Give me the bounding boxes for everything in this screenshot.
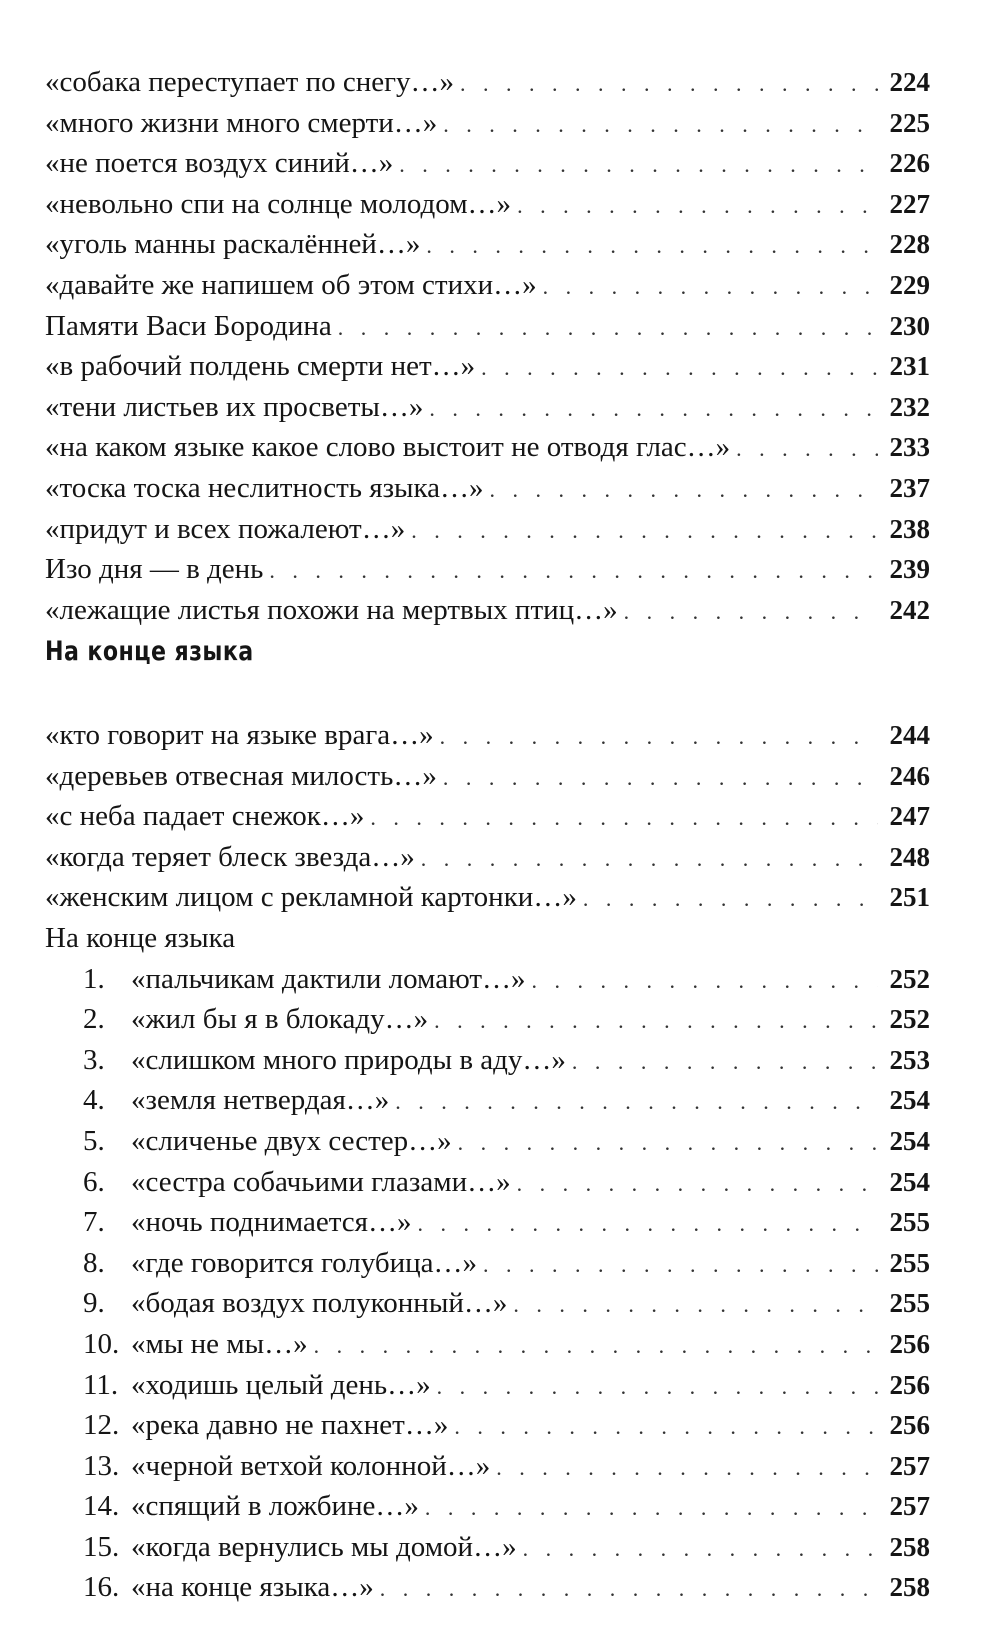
entry-number: 15.: [83, 1530, 120, 1563]
dot-leader: [370, 798, 878, 839]
entry-page-number: 232: [889, 391, 930, 422]
entry-page-number: 258: [889, 1531, 930, 1562]
toc-entry[interactable]: [45, 224, 930, 265]
section-heading: На конце языка: [45, 636, 254, 667]
entry-title: «когда теряет блеск звезда…»: [45, 840, 415, 873]
toc-entry[interactable]: [45, 62, 930, 103]
toc-sub-entry[interactable]: [45, 1365, 930, 1406]
toc-sub-entry[interactable]: [45, 1243, 930, 1284]
cycle-title[interactable]: На конце языка: [45, 921, 236, 954]
entry-number: 8.: [83, 1246, 105, 1279]
entry-number: 11.: [83, 1368, 119, 1401]
toc-entry[interactable]: [45, 265, 930, 306]
entry-page-number: 257: [889, 1450, 930, 1481]
toc-sub-entry[interactable]: [45, 1486, 930, 1527]
entry-page-number: 225: [889, 107, 930, 138]
dot-leader: [395, 1082, 878, 1123]
entry-title: «тени листьев их просветы…»: [45, 390, 424, 423]
toc-sub-entry[interactable]: [45, 1446, 930, 1487]
toc-sub-entry[interactable]: [45, 999, 930, 1040]
toc-entry[interactable]: [45, 306, 930, 347]
toc-entry[interactable]: [45, 877, 930, 918]
entry-title: «в рабочий полдень смерти нет…»: [45, 350, 476, 383]
entry-page-number: 257: [889, 1491, 930, 1522]
dot-leader: [429, 389, 878, 430]
entry-number: 14.: [83, 1490, 120, 1523]
dot-leader: [496, 1448, 878, 1489]
toc-entry[interactable]: [45, 756, 930, 797]
entry-title: «тоска тоска неслитность языка…»: [45, 471, 484, 504]
toc-list-section: [45, 715, 930, 1608]
dot-leader: [490, 470, 878, 511]
entry-title: «черной ветхой колонной…»: [131, 1449, 491, 1482]
toc-sub-entry[interactable]: [45, 1527, 930, 1568]
entry-title: «уголь манны раскалённей…»: [45, 228, 421, 261]
dot-leader: [338, 308, 878, 349]
entry-page-number: 254: [889, 1125, 930, 1156]
dot-leader: [460, 64, 878, 105]
toc-entry[interactable]: [45, 427, 930, 468]
entry-title: «ходишь целый день…»: [131, 1368, 431, 1401]
entry-number: 3.: [83, 1043, 105, 1076]
entry-page-number: 256: [889, 1328, 930, 1359]
entry-page-number: 256: [889, 1369, 930, 1400]
dot-leader: [440, 717, 878, 758]
dot-leader: [421, 839, 878, 880]
entry-title: «где говорится голубица…»: [131, 1246, 478, 1279]
toc-sub-entry[interactable]: [45, 1040, 930, 1081]
dot-leader: [399, 145, 878, 186]
toc-entry[interactable]: [45, 509, 930, 550]
entry-number: 7.: [83, 1206, 105, 1239]
entry-page-number: 233: [889, 432, 930, 463]
entry-page-number: 231: [889, 351, 930, 382]
toc-entry[interactable]: [45, 590, 930, 631]
dot-leader: [483, 1245, 878, 1286]
entry-title: «кто говорит на языке врага…»: [45, 719, 434, 751]
toc-entry[interactable]: [45, 468, 930, 509]
entry-title: «пальчикам дактили ломают…»: [131, 962, 526, 995]
entry-title: «лежащие листья похожи на мертвых птиц…»: [45, 593, 618, 626]
entry-number: 9.: [83, 1287, 105, 1320]
entry-page-number: 254: [889, 1085, 930, 1116]
entry-page-number: 258: [889, 1572, 930, 1603]
entry-page-number: 248: [889, 841, 930, 872]
dot-leader: [454, 1407, 878, 1448]
entry-number: 5.: [83, 1124, 105, 1157]
entry-page-number: 239: [889, 554, 930, 585]
entry-title: «деревьев отвесная милость…»: [45, 759, 437, 792]
entry-page-number: 244: [889, 720, 930, 750]
entry-title: «слишком много природы в аду…»: [131, 1043, 566, 1076]
entry-title: «спящий в ложбине…»: [131, 1490, 419, 1523]
entry-page-number: 255: [889, 1207, 930, 1238]
dot-leader: [543, 267, 878, 308]
entry-title: «сестра собачьими глазами…»: [131, 1165, 511, 1198]
toc-sub-entry[interactable]: [45, 1567, 930, 1608]
entry-title: «жил бы я в блокаду…»: [131, 1003, 429, 1036]
dot-leader: [443, 105, 878, 146]
entry-page-number: 247: [889, 801, 930, 832]
entry-page-number: 255: [889, 1288, 930, 1319]
dot-leader: [583, 879, 878, 920]
entry-title: «собака переступает по снегу…»: [45, 66, 455, 98]
dot-leader: [417, 1204, 878, 1245]
entry-number: 4.: [83, 1084, 105, 1117]
dot-leader: [517, 186, 878, 227]
entry-page-number: 251: [889, 882, 930, 913]
toc-sub-entry[interactable]: [45, 1202, 930, 1243]
dot-leader: [437, 1367, 878, 1408]
entry-number: 12.: [83, 1409, 120, 1442]
toc-entry[interactable]: [45, 796, 930, 837]
entry-title: «сличенье двух сестер…»: [131, 1124, 452, 1157]
entry-number: 6.: [83, 1165, 105, 1198]
entry-title: «придут и всех пожалеют…»: [45, 512, 406, 545]
entry-title: «много жизни много смерти…»: [45, 106, 438, 139]
entry-page-number: 228: [889, 229, 930, 260]
entry-page-number: 224: [889, 67, 930, 97]
toc-entry[interactable]: [45, 549, 930, 590]
toc-sub-entry[interactable]: [45, 1283, 930, 1324]
entry-page-number: 237: [889, 472, 930, 503]
toc-sub-entry[interactable]: [45, 1162, 930, 1203]
entry-page-number: 229: [889, 269, 930, 300]
entry-number: 16.: [83, 1571, 120, 1604]
toc-sub-entry[interactable]: [45, 1121, 930, 1162]
entry-page-number: 230: [889, 310, 930, 341]
toc-sub-entry[interactable]: [45, 1080, 930, 1121]
dot-leader: [380, 1569, 878, 1610]
dot-leader: [425, 1488, 878, 1529]
entry-title: Изо дня — в день: [45, 553, 264, 586]
dot-leader: [513, 1285, 878, 1326]
dot-leader: [411, 511, 878, 552]
dot-leader: [532, 961, 878, 1002]
toc-entry[interactable]: [45, 103, 930, 144]
entry-page-number: 227: [889, 188, 930, 219]
entry-title: «когда вернулись мы домой…»: [131, 1530, 517, 1563]
dot-leader: [269, 551, 878, 592]
toc-entry[interactable]: [45, 387, 930, 428]
toc-sub-entry[interactable]: [45, 959, 930, 1000]
entry-title: «давайте же напишем об этом стихи…»: [45, 268, 537, 301]
entry-title: «мы не мы…»: [131, 1327, 308, 1360]
dot-leader: [443, 758, 878, 799]
entry-title: «невольно спи на солнце молодом…»: [45, 187, 512, 220]
dot-leader: [481, 348, 878, 389]
toc-entry[interactable]: [45, 143, 930, 184]
entry-title: Памяти Васи Бородина: [45, 309, 332, 342]
toc-entry[interactable]: [45, 837, 930, 878]
entry-page-number: 253: [889, 1044, 930, 1075]
dot-leader: [572, 1042, 878, 1083]
toc-entry[interactable]: [45, 346, 930, 387]
entry-number: 1.: [83, 962, 105, 995]
entry-title: «с неба падает снежок…»: [45, 800, 365, 833]
entry-number: 10.: [83, 1327, 120, 1360]
dot-leader: [624, 592, 878, 633]
dot-leader: [523, 1529, 878, 1570]
entry-title: «женским лицом с рекламной картонки…»: [45, 881, 577, 914]
dot-leader: [434, 1001, 878, 1042]
entry-page-number: 246: [889, 760, 930, 791]
entry-page-number: 242: [889, 594, 930, 625]
entry-title: «на конце языка…»: [131, 1571, 374, 1604]
entry-number: 13.: [83, 1449, 120, 1482]
entry-number: 2.: [83, 1003, 105, 1036]
entry-title: «река давно не пахнет…»: [131, 1409, 449, 1442]
entry-title: «на каком языке какое слово выстоит не отводя глас…»: [45, 431, 731, 464]
dot-leader: [458, 1123, 878, 1164]
entry-page-number: 255: [889, 1247, 930, 1278]
dot-leader: [517, 1164, 878, 1205]
entry-page-number: 238: [889, 513, 930, 544]
entry-page-number: 226: [889, 148, 930, 179]
toc-list-part1: [45, 62, 930, 630]
dot-leader: [736, 429, 878, 470]
dot-leader: [314, 1326, 878, 1367]
dot-leader: [426, 226, 878, 267]
entry-page-number: 256: [889, 1410, 930, 1441]
toc-entry[interactable]: [45, 184, 930, 225]
toc-entry[interactable]: [45, 715, 930, 756]
entry-page-number: 252: [889, 1004, 930, 1035]
entry-title: «ночь поднимается…»: [131, 1206, 412, 1239]
entry-page-number: 252: [889, 963, 930, 994]
entry-title: «земля нетвердая…»: [131, 1084, 390, 1117]
toc-sub-entry[interactable]: [45, 1405, 930, 1446]
entry-title: «не поется воздух синий…»: [45, 147, 394, 180]
entry-page-number: 254: [889, 1166, 930, 1197]
entry-title: «бодая воздух полуконный…»: [131, 1287, 508, 1320]
toc-sub-entry[interactable]: [45, 1324, 930, 1365]
